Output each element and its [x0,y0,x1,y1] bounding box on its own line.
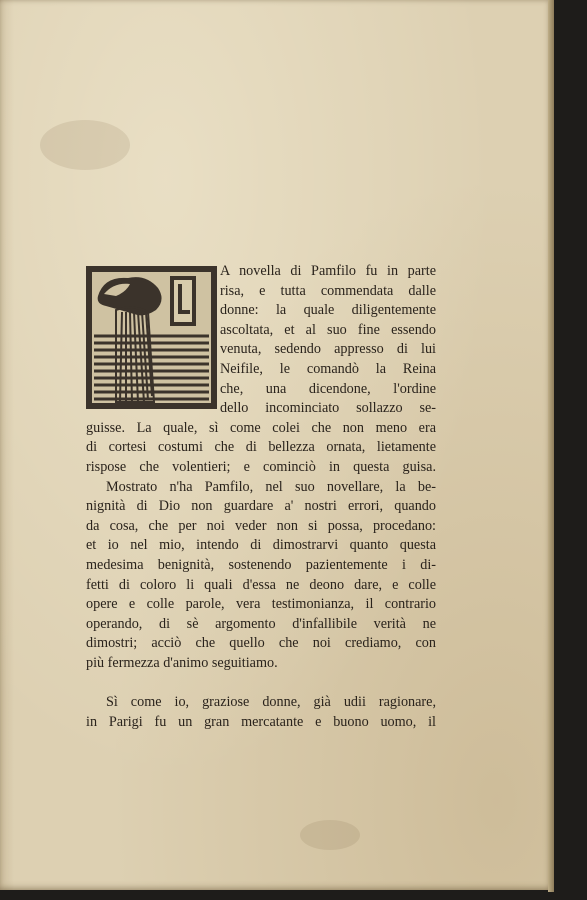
text-line: nignità di Dio non guardare a' nostri errori, quando [86,498,436,515]
woodcut-drop-cap [86,266,217,409]
text-block [86,262,436,733]
paragraph-2 [86,478,436,674]
text-line: ascoltata, et al suo fine essendo [220,321,436,338]
text-line: rispose che volentieri; e cominciò in questa guisa. [86,458,436,475]
text-line: A novella di Pamfilo fu in parte [220,263,436,279]
text-line: da cosa, che per noi veder non si possa, procedano: [86,517,436,534]
text-line: di cortesi costumi che di bellezza ornata, lietamente [86,439,436,456]
text-line: operando, di sè argomento d'infallibile verità ne [86,615,436,632]
text-line: opere e colle parole, vera testimonianza, il contrario [86,596,436,613]
page-edge [548,0,554,892]
text-line: risa, e tutta commendata dalle [220,282,436,299]
paper-stain [40,120,130,170]
text-line: venuta, sedendo appresso di lui [220,341,436,358]
text-line: dimostri; acciò che quello che noi crediamo, con [86,635,436,652]
paper-stain [300,820,360,850]
paragraph-3 [86,693,436,732]
text-line: medesima benignità, sostenendo pazientemente i di- [86,556,436,573]
text-line: fetti di coloro li quali d'essa ne deono dare, e colle [86,576,436,593]
text-line: più fermezza d'animo seguitiamo. [86,654,278,671]
text-line: in Parigi fu un gran mercatante e buono uomo, il [86,714,436,731]
text-line: Sì come io, graziose donne, già udii ragionare, [106,694,436,711]
text-line: et io nel mio, intendo di dimostrarvi quanto questa [86,537,436,554]
text-line: Neifile, le comandò la Reina [220,360,436,377]
text-line: Mostrato n'ha Pamfilo, nel suo novellare, la be- [106,478,436,495]
text-line: guisse. La quale, sì come colei che non meno era [86,419,436,436]
text-line: dello incominciato sollazzo se- [220,400,436,417]
woodcut-illustration [86,266,217,409]
paragraph-1-narrow [220,262,436,419]
text-line: che, una dicendone, l'ordine [220,380,436,397]
text-line: donne: la quale diligentemente [220,302,436,319]
paragraph-1-full [86,419,436,478]
paragraph-gap [86,673,436,693]
